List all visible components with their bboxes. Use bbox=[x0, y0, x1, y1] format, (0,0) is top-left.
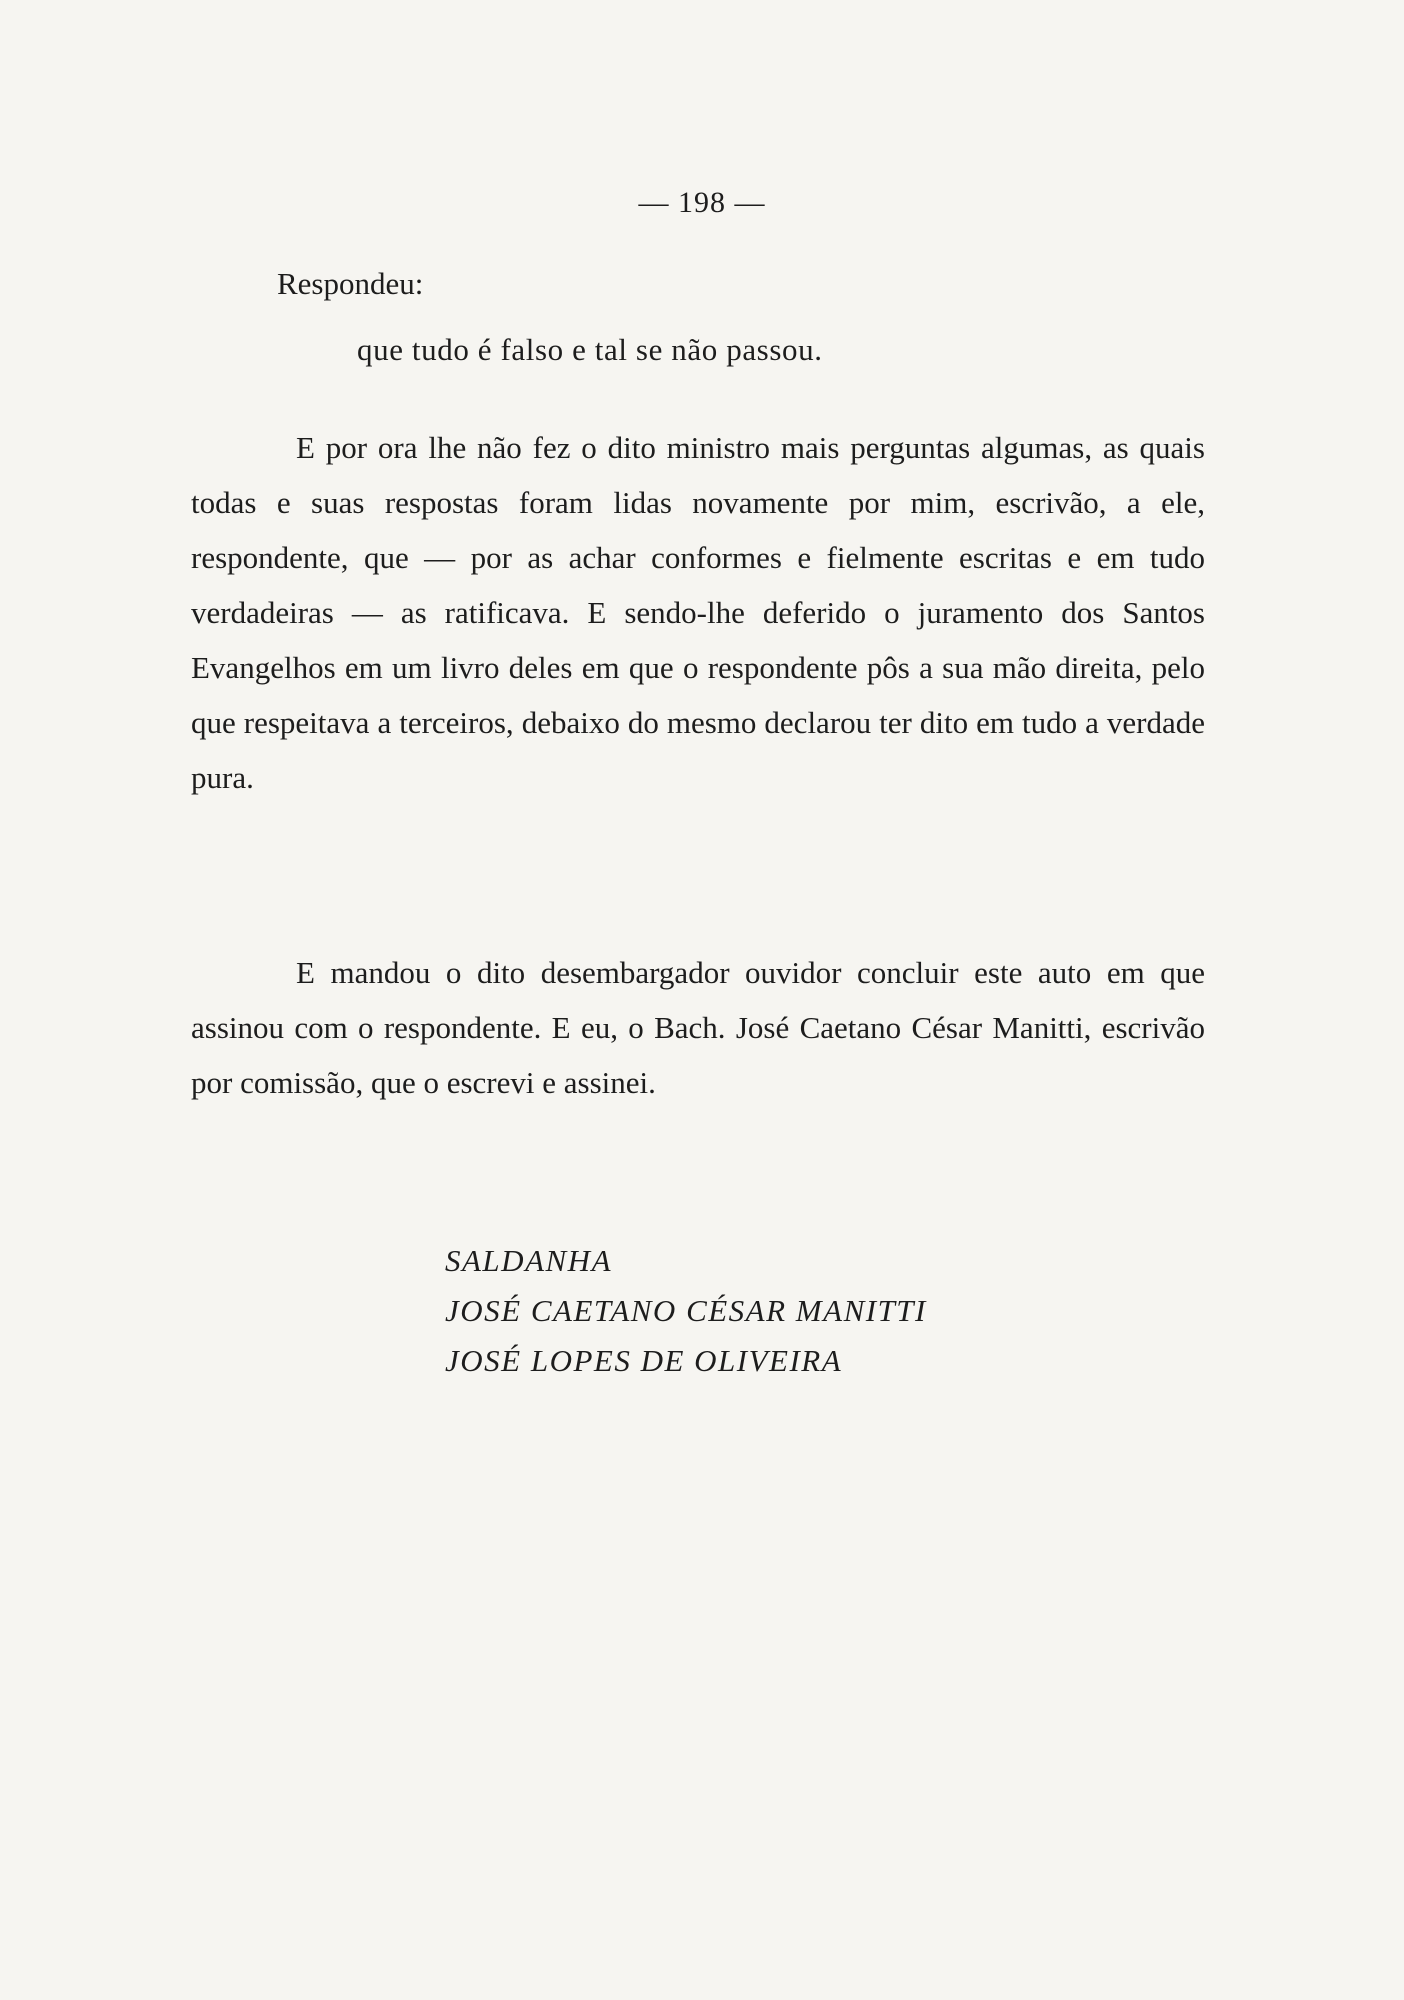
signature-block bbox=[445, 1236, 927, 1386]
signature-saldanha: SALDANHA bbox=[445, 1243, 612, 1278]
respondeu-label: Respondeu: bbox=[277, 266, 424, 301]
paragraph: E mandou o dito desembargador ouvidor concluir este auto em que assinou com o respondente. E eu, o Bach. José Caetano César Manitti, escrivão por comissão, que o escrevi e assinei. bbox=[191, 955, 1205, 1100]
answer-text: que tudo é falso e tal se não passou. bbox=[357, 332, 823, 367]
paragraph: E por ora lhe não fez o dito ministro mais perguntas algumas, as quais todas e suas respostas foram lidas novamente por mim, escrivão, a ele, respondente, que — por as achar conformes e fielmente escritas e em tudo verdadeiras — as ratificava. E sendo-lhe deferido o juramento dos Santos Evangelhos em um livro deles em que o respondente pôs a sua mão direita, pelo que respeitava a terceiros, debaixo do mesmo declarou ter dito em tudo a verdade pura. bbox=[191, 430, 1205, 795]
signature-manitti: JOSÉ CAETANO CÉSAR MANITTI bbox=[445, 1293, 927, 1328]
page-number: — 198 — bbox=[638, 186, 766, 219]
signature-oliveira: JOSÉ LOPES DE OLIVEIRA bbox=[445, 1343, 843, 1378]
